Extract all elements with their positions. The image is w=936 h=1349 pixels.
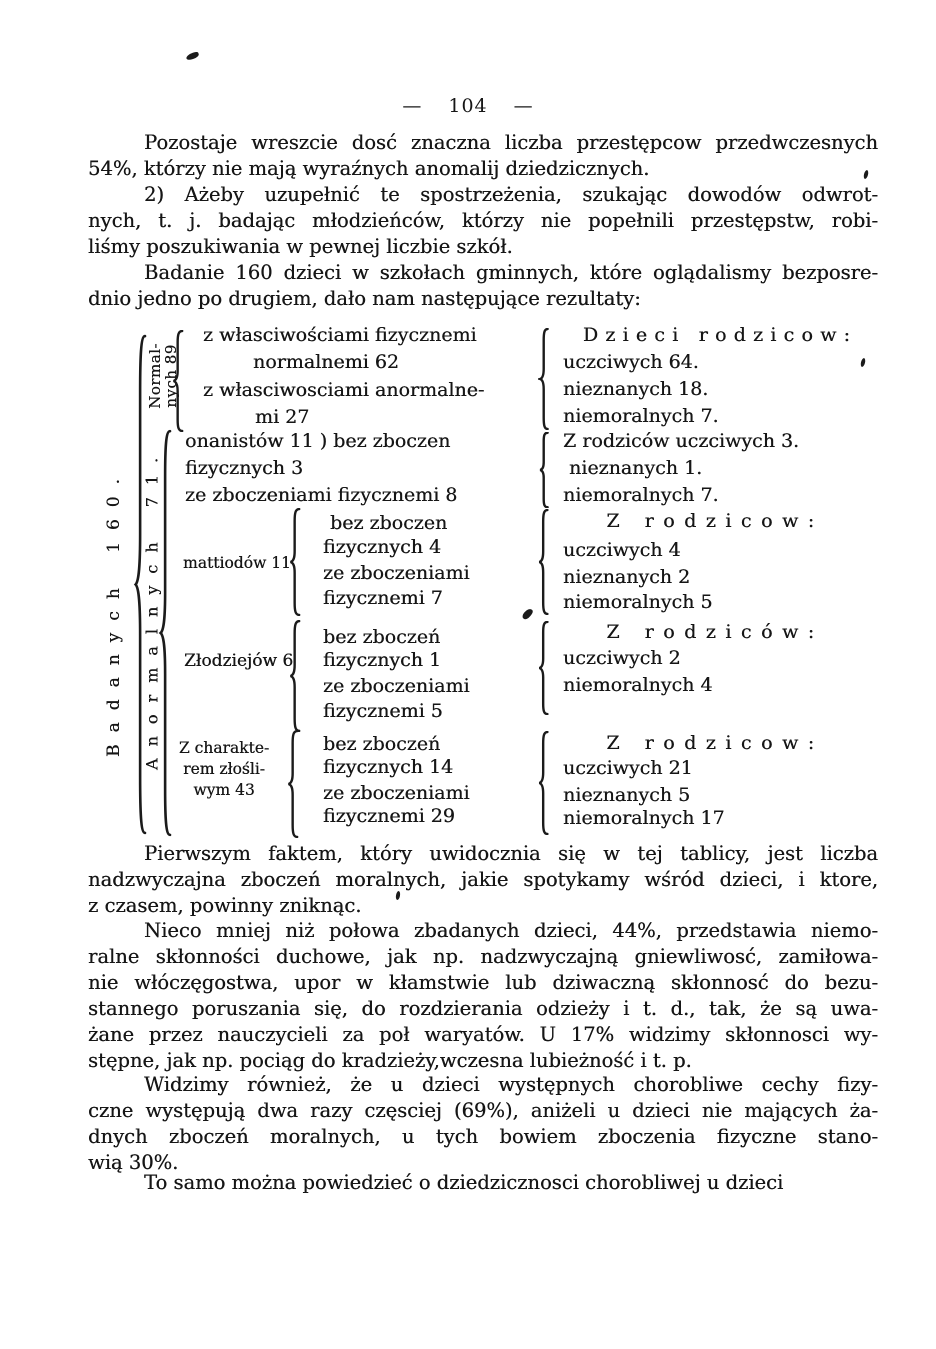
table-row: niemoralnych 4 [563,674,713,696]
table-group-label [176,738,272,801]
table-row: uczciwych 4 [563,539,681,561]
table-row: ze zboczeniami [323,675,470,697]
table-row: fizycznych 14 [323,756,454,778]
table-row: fizycznych 3 [185,457,304,479]
header-dash-left: — [402,95,423,117]
page-number: 104 [448,95,488,117]
table-row: bez zboczeń [323,733,441,755]
paragraph-line: z czasem, powinny zniknąc. [88,894,362,917]
table-row: nieznanych 5 [563,784,691,806]
table-row: bez zboczen [330,512,448,534]
table-row: nieznanych 2 [563,566,691,588]
table-group-label: Złodziejów 6 [184,651,294,671]
brace-parents-1 [538,328,550,430]
brace-malicious [286,730,300,838]
paragraph-line: żane przez nauczycieli za poł waryatów. U 17% widzimy skłonnosci wy- [88,1023,878,1046]
paragraph-line: 2) Ażeby uzupełnić te spostrzeżenia, szukając dowodów odwrot- [144,183,878,206]
paragraph-line: nych, t. j. badając młodzieńców, którzy nie popełnili przestępstw, robi- [88,209,878,232]
paragraph-line: 54%, którzy nie mają wyraźnych anomalij dziedzicznych. [88,157,650,180]
brace-mattoids [288,508,302,616]
table-row: z własciwosciami anormalne- [203,379,485,401]
table-row: niemoralnych 7. [563,405,719,427]
table-row: fizycznych 4 [323,536,442,558]
brace-anormalnych [158,427,173,839]
table-row: niemoralnych 7. [563,484,719,506]
paragraph-line: stannego poruszania się, do rozdzierania odzieży i t. d., tak, że są uwa- [88,997,878,1020]
brace-normalnych [171,330,185,432]
paragraph-line: Pozostaje wreszcie dosć znaczna liczba przestępcow przedwczesnych [144,131,878,154]
table-header: Z rodzicow: [606,510,824,532]
table-row: ze zboczeniami fizycznemi 8 [185,484,458,506]
paragraph-line: Widzimy również, że u dzieci występnych chorobliwe cechy fizy- [144,1073,878,1096]
table-row: ze zboczeniami [323,782,470,804]
ink-smudge [521,607,534,621]
paragraph [88,130,878,182]
table-normal-label-line: Normal- [146,343,164,409]
brace-parents-4 [537,621,550,715]
paragraph-line: dnio jedno po drugiem, dało nam następujące rezultaty: [88,287,641,310]
table-row: onanistów 11 ) bez zboczen [185,430,451,452]
paragraph [88,841,878,919]
table-row: mi 27 [255,406,310,428]
table-row: fizycznych 1 [323,649,442,671]
paragraph-line: nadzwyczajna zboczeń moralnych, jakie spotykamy wśród dzieci, i ktore, [88,868,878,891]
table-row: uczciwych 2 [563,647,681,669]
paragraph [88,1170,878,1196]
brace-parents-3 [537,509,550,615]
paragraph-line: ralne skłonności duchowe, jak np. nadzwyczajną gniewliwosć, zamiłowa- [88,945,878,968]
paragraph-line: Badanie 160 dzieci w szkołach gminnych, które oglądalismy bezposre- [144,261,878,284]
brace-thieves [288,620,302,732]
paragraph-line: Pierwszym faktem, który uwidocznia się w tej tablicy, jest liczba [144,842,878,865]
paragraph-line: Nieco mniej niż połowa zbadanych dzieci, 44%, przedstawia niemo- [144,919,878,942]
paragraph-line: czne występują dwa razy częsciej (69%), aniżeli u dzieci nie mających ża- [88,1099,878,1122]
table-normal-label-line: nych 89 [162,344,180,408]
table-row: bez zboczeń [323,626,441,648]
paragraph [88,918,878,1074]
paragraph-line: stępne, jak np. pociąg do kradzieży,wczesna lubieżność i t. p. [88,1049,692,1072]
brace-badanych [133,331,148,838]
table-header: Z rodzicow: [606,732,824,754]
table-row: ze zboczeniami [323,562,470,584]
paragraph-line: To samo można powiedzieć o dziedzicznosci chorobliwej u dzieci [144,1171,784,1194]
table-group-label: mattiodów 11 [183,554,291,572]
table-row: fizycznemi 29 [323,805,455,827]
paragraph [88,1072,878,1176]
paragraph-line: wią 30%. [88,1151,179,1174]
table-header: Z rodziców: [606,621,824,643]
table-row: fizycznemi 5 [323,700,443,722]
ink-smudge [860,358,866,368]
paragraph-line: liśmy poszukiwania w pewnej liczbie szkół. [88,235,513,258]
table-row: uczciwych 64. [563,351,699,373]
table-row: nieznanych 1. [569,457,703,479]
table-row: normalnemi 62 [253,351,399,373]
table-row: Z rodziców uczciwych 3. [563,430,800,452]
paragraph-line: dnych zboczeń moralnych, u tych bowiem zboczenia fizyczne stano- [88,1125,878,1148]
table-abnormal-label: Anormalnych 71. [142,445,162,771]
paragraph-line: nie włóczęgostwa, upor w kłamstwie lub dziwaczną skłonnosć do bezu- [88,971,878,994]
table-row: z własciwościami fizycznemi [203,324,477,346]
table-header: Dzieci rodzicow: [582,324,858,346]
table-group-label-line: wym 43 [193,781,255,799]
page-number-header [0,95,936,117]
table-group-label-line: rem złośli- [183,760,265,778]
brace-parents-2 [538,432,550,508]
table-row: niemoralnych 5 [563,591,713,613]
ink-smudge [185,51,199,61]
brace-parents-5 [537,731,550,835]
table-root-label: Badanych 160. [104,467,124,757]
paragraph [88,182,878,260]
table-row: uczciwych 21 [563,757,693,779]
table-row: fizycznemi 7 [323,587,443,609]
table-row: nieznanych 18. [563,378,709,400]
header-dash-right: — [513,95,534,117]
paragraph [88,260,878,312]
table-group-label-line: Z charakte- [178,739,270,757]
table-row: niemoralnych 17 [563,807,725,829]
